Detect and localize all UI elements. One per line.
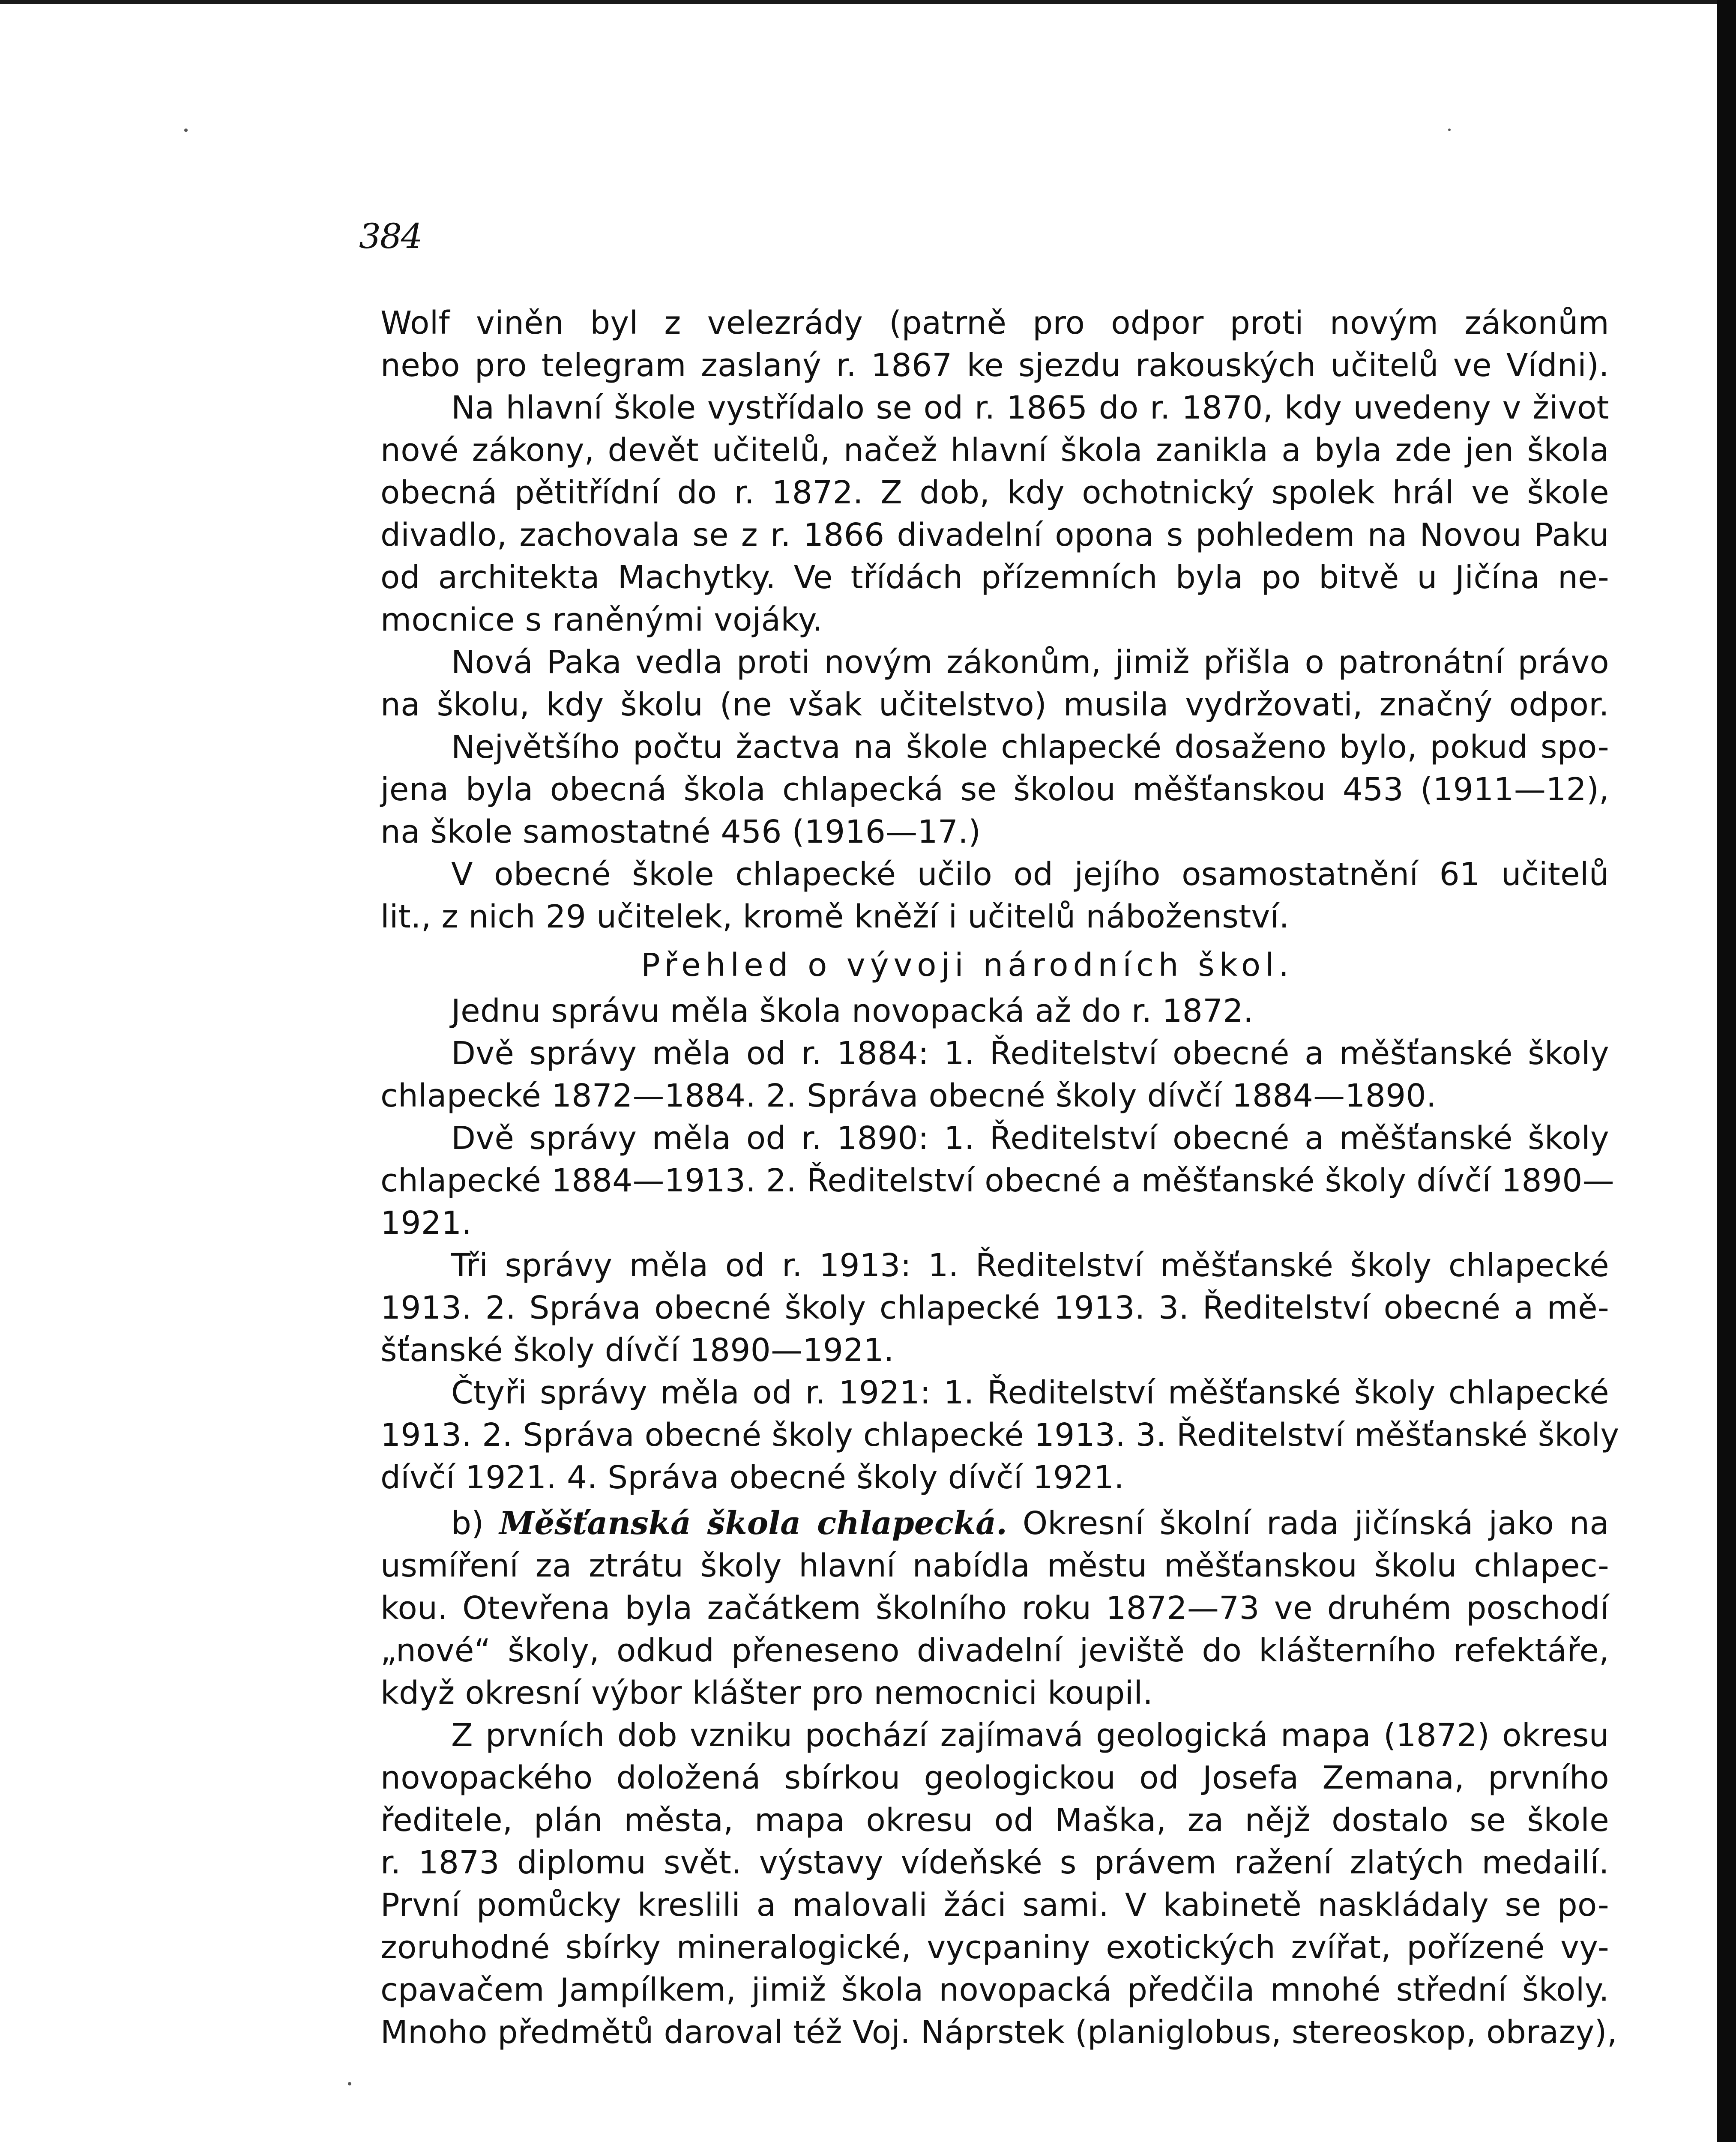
text-line: lit., z nich 29 učitelek, kromě kněží i učitelů náboženství. (380, 898, 1290, 935)
page-number: 384 (359, 216, 422, 256)
section-b-heading-line (380, 1502, 1609, 1545)
section-b-prefix: b) (451, 1505, 500, 1542)
text-line: chlapecké 1884—1913. 2. Ředitelství obecné a měšťanské školy dívčí 1890— (380, 1162, 1614, 1199)
text-line: Největšího počtu žactva na škole chlapecké dosaženo bylo, pokud spo- (451, 729, 1609, 766)
text-line: Z prvních dob vzniku pochází zajímavá geologická mapa (1872) okresu (451, 1717, 1609, 1754)
text-line: „nové“ školy, odkud přeneseno divadelní jeviště do klášterního refektáře, (380, 1632, 1609, 1669)
text-line: 1913. 2. Správa obecné školy chlapecké 1913. 3. Ředitelství obecné a mě- (380, 1289, 1609, 1326)
scan-edge-top (0, 0, 1736, 4)
text-line: když okresní výbor klášter pro nemocnici koupil. (380, 1675, 1153, 1711)
section-heading: Přehled o vývoji národních škol. (641, 947, 1294, 984)
body-text (380, 302, 1619, 2054)
text-line: šťanské školy dívčí 1890—1921. (380, 1332, 894, 1369)
dust-speck (1448, 129, 1451, 131)
section-b-rest: Okresní školní rada jičínská jako na (1007, 1505, 1609, 1542)
text-line: divadlo, zachovala se z r. 1866 divadelní opona s pohledem na Novou Paku (380, 517, 1609, 553)
text-line: 1921. (380, 1205, 472, 1242)
dust-speck (184, 129, 188, 132)
text-line: zoruhodné sbírky mineralogické, vycpaniny exotických zvířat, pořízené vy- (380, 1929, 1609, 1966)
text-line: r. 1873 diplomu svět. výstavy vídeňské s právem ražení zlatých medailí. (380, 1844, 1609, 1881)
text-line: novopackého doložená sbírkou geologickou od Josefa Zemana, prvního (380, 1759, 1609, 1796)
text-line: kou. Otevřena byla začátkem školního roku 1872—73 ve druhém poschodí (380, 1590, 1609, 1627)
section-b-title: Měšťanská škola chlapecká. (499, 1505, 1007, 1542)
text-line: Nová Paka vedla proti novým zákonům, jimiž přišla o patronátní právo (451, 644, 1609, 681)
text-line: dívčí 1921. 4. Správa obecné školy dívčí 1921. (380, 1459, 1125, 1496)
text-line: obecná pětitřídní do r. 1872. Z dob, kdy ochotnický spolek hrál ve škole (380, 474, 1609, 511)
text-line: Jednu správu měla škola novopacká až do r. 1872. (451, 993, 1254, 1029)
text-line: Tři správy měla od r. 1913: 1. Ředitelství měšťanské školy chlapecké (451, 1247, 1609, 1284)
dust-speck (348, 2082, 351, 2085)
text-line: Mnoho předmětů daroval též Voj. Náprstek (planiglobus, stereoskop, obrazy), (380, 2014, 1617, 2051)
text-line: od architekta Machytky. Ve třídách přízemních byla po bitvě u Jičína ne- (380, 559, 1609, 596)
text-line: chlapecké 1872—1884. 2. Správa obecné školy dívčí 1884—1890. (380, 1077, 1437, 1114)
text-line: Wolf viněn byl z velezrády (patrně pro odpor proti novým zákonům (380, 305, 1609, 341)
text-line: mocnice s raněnými vojáky. (380, 601, 823, 638)
text-line: nebo pro telegram zaslaný r. 1867 ke sjezdu rakouských učitelů ve Vídni). (380, 347, 1609, 384)
text-line: na škole samostatné 456 (1916—17.) (380, 814, 981, 850)
text-line: Dvě správy měla od r. 1890: 1. Ředitelství obecné a měšťanské školy (451, 1120, 1609, 1157)
text-line: V obecné škole chlapecké učilo od jejího osamostatnění 61 učitelů (451, 856, 1609, 893)
text-line: nové zákony, devět učitelů, načež hlavní škola zanikla a byla zde jen škola (380, 432, 1609, 469)
text-line: Na hlavní škole vystřídalo se od r. 1865 do r. 1870, kdy uvedeny v život (451, 389, 1609, 426)
scan-edge-right (1717, 0, 1736, 2142)
text-line: na školu, kdy školu (ne však učitelstvo) musila vydržovati, značný odpor. (380, 686, 1609, 723)
text-line: První pomůcky kreslili a malovali žáci sami. V kabinetě naskládaly se po- (380, 1887, 1609, 1924)
text-line: cpavačem Jampílkem, jimiž škola novopacká předčila mnohé střední školy. (380, 1971, 1609, 2008)
text-line: usmíření za ztrátu školy hlavní nabídla městu měšťanskou školu chlapec- (380, 1547, 1609, 1584)
text-line: 1913. 2. Správa obecné školy chlapecké 1913. 3. Ředitelství měšťanské školy (380, 1417, 1619, 1454)
text-line: ředitele, plán města, mapa okresu od Maška, za nějž dostalo se škole (380, 1802, 1609, 1839)
text-line: Čtyři správy měla od r. 1921: 1. Ředitelství měšťanské školy chlapecké (451, 1374, 1609, 1411)
text-line: Dvě správy měla od r. 1884: 1. Ředitelství obecné a měšťanské školy (451, 1035, 1609, 1072)
text-line: jena byla obecná škola chlapecká se školou měšťanskou 453 (1911—12), (380, 771, 1609, 808)
